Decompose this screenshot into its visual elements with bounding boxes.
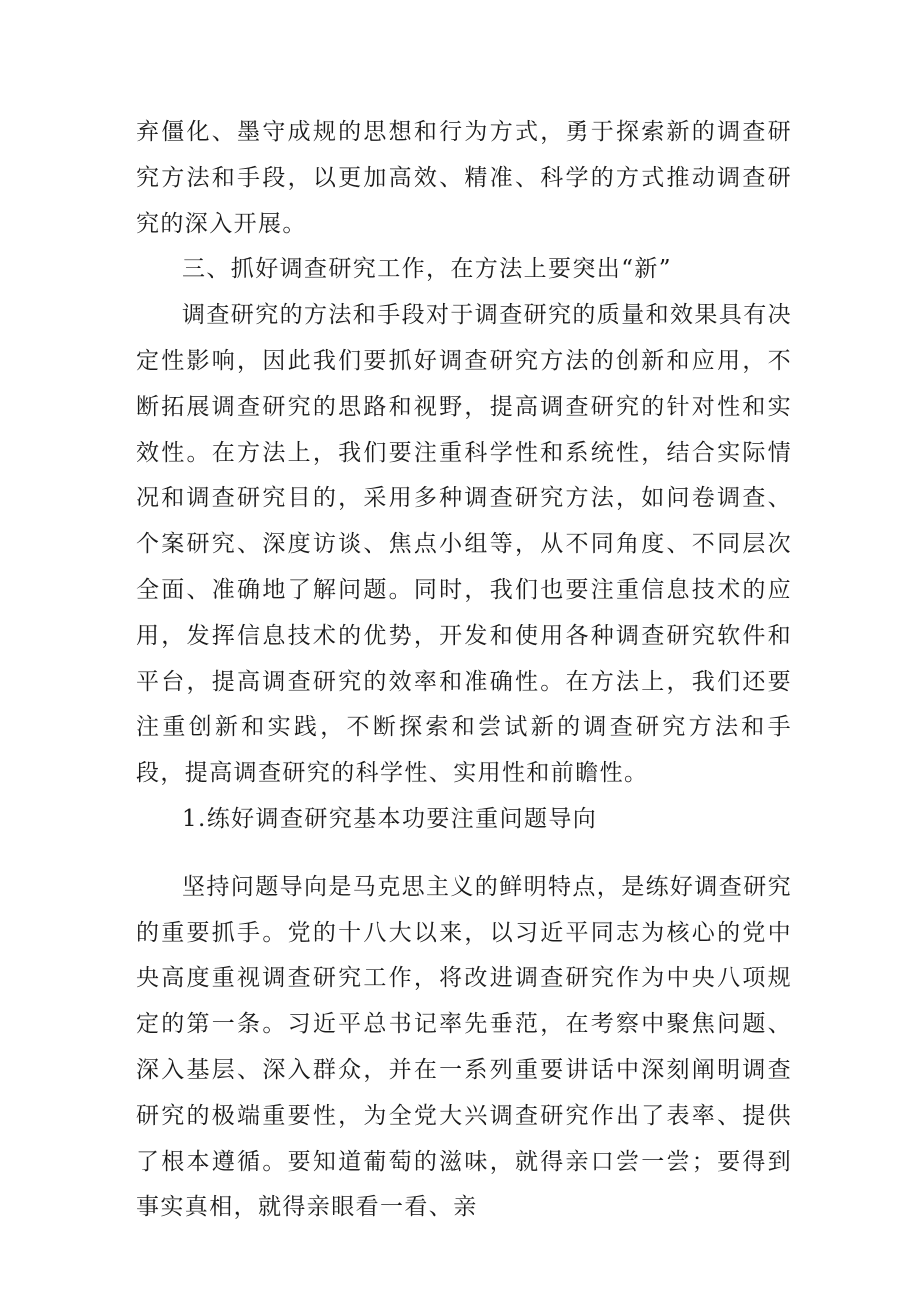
paragraph-continued: 弃僵化、墨守成规的思想和行为方式，勇于探索新的调查研究方法和手段，以更加高效、精准、科学的方式推动调查研究的深入开展。 <box>136 119 792 237</box>
document-page <box>136 110 792 1231</box>
section-3-paragraph: 调查研究的方法和手段对于调查研究的质量和效果具有决定性影响，因此我们要抓好调查研究方法的创新和应用，不断拓展调查研究的思路和视野，提高调查研究的针对性和实效性。在方法上，我们要注重科学性和系统性，结合实际情况和调查研究目的，采用多种调查研究方法，如问卷调查、个案研究、深度访谈、焦点小组等，从不同角度、不同层次全面、准确地了解问题。同时，我们也要注重信息技术的应用，发挥信息技术的优势，开发和使用各种调查研究软件和平台，提高调查研究的效率和准确性。在方法上，我们还要注重创新和实践，不断探索和尝试新的调查研究方法和手段，提高调查研究的科学性、实用性和前瞻性。 <box>136 302 792 787</box>
section-heading-3: 三、抓好调查研究工作，在方法上要突出“新” <box>182 256 672 283</box>
subsection-1-paragraph: 坚持问题导向是马克思主义的鲜明特点，是练好调查研究的重要抓手。党的十八大以来，以习近平同志为核心的党中央高度重视调查研究工作，将改进调查研究作为中央八项规定的第一条。习近平总书记率先垂范，在考察中聚焦问题、深入基层、深入群众，并在一系列重要讲话中深刻阐明调查研究的极端重要性，为全党大兴调查研究作出了表率、提供了根本遵循。要知道葡萄的滋味，就得亲口尝一尝；要得到事实真相，就得亲眼看一看、亲 <box>136 873 792 1221</box>
subsection-heading-1: 1.练好调查研究基本功要注重问题导向 <box>182 805 598 832</box>
